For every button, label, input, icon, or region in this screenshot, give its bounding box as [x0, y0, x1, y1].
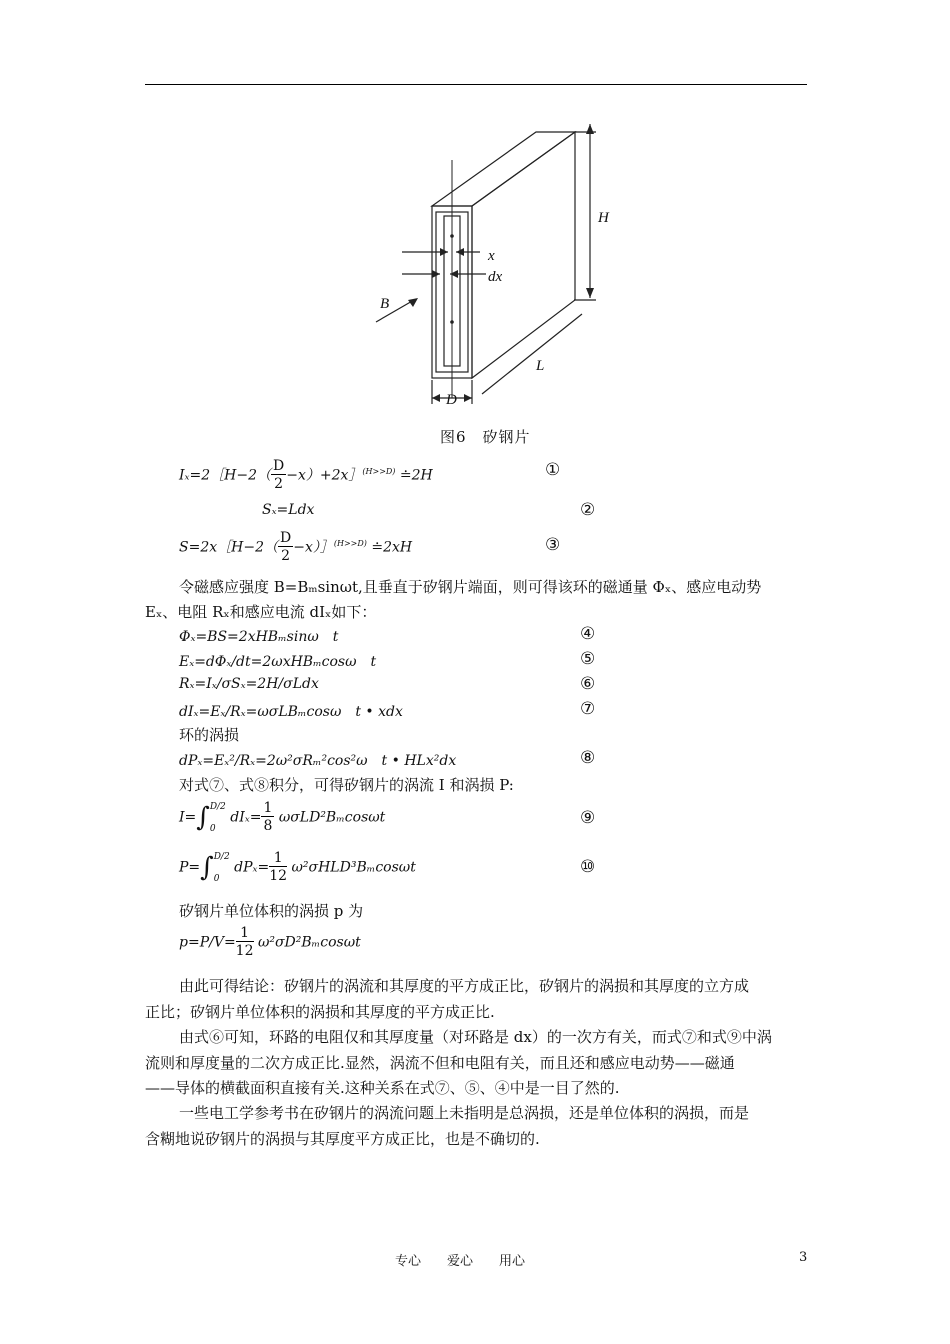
- eq-number-10: ⑩: [580, 857, 596, 877]
- header-rule: [145, 84, 807, 85]
- paragraph-2-line-3: ——导体的横截面积直接有关.这种关系在式⑦、⑤、④中是一目了然的.: [145, 1079, 620, 1097]
- equation-5: Eₓ=dΦₓ/dt=2ωxHBₘcosω t: [179, 654, 377, 670]
- conclusion-line-2: 正比；矽钢片单位体积的涡损和其厚度的平方成正比.: [145, 1003, 495, 1021]
- eq-number-9: ⑨: [580, 808, 596, 828]
- figure-drawing: [360, 118, 620, 414]
- eq-number-3: ③: [545, 535, 561, 555]
- paragraph-1-line-1: 令磁感应强度 B=Bₘsinωt,且垂直于矽钢片端面，则可得该环的磁通量 Φₓ、感应电动势: [179, 578, 762, 596]
- label-x: x: [488, 248, 495, 264]
- equation-11: p=P/V= $\frac{1}{12}$ ω²σD²Bₘcosωt: [179, 925, 361, 959]
- equation-3: S=2x［H−2（ $\frac{D}{2}$ −x）］$^{(H>>D)}$ ≐2xH: [179, 530, 413, 564]
- equation-4: Φₓ=BS=2xHBₘsinω t: [179, 629, 339, 645]
- paragraph-3-line-1: 一些电工学参考书在矽钢片的涡流问题上未指明是总涡损，还是单位体积的涡损，而是: [179, 1104, 750, 1122]
- l-dim-line: [482, 314, 582, 394]
- silicon-steel-figure: [360, 118, 620, 414]
- eq-number-8: ⑧: [580, 748, 596, 768]
- eq-number-1: ①: [545, 460, 561, 480]
- label-h: H: [598, 210, 609, 226]
- label-b: B: [380, 296, 390, 312]
- eq-number-5: ⑤: [580, 649, 596, 669]
- equation-10: P=∫ D/2 0 dPₓ= $\frac{1}{12}$ ω²σHLD³Bₘcosωt: [179, 850, 416, 884]
- integrate-line: 对式⑦、式⑧积分，可得矽钢片的涡流 I 和涡损 P:: [179, 776, 514, 794]
- unit-volume-line: 矽钢片单位体积的涡损 p 为: [179, 902, 364, 920]
- eq-number-7: ⑦: [580, 699, 596, 719]
- label-dx: dx: [488, 269, 503, 285]
- paragraph-1-line-2: Eₓ、电阻 Rₓ和感应电流 dIₓ如下：: [145, 603, 377, 621]
- label-l: L: [536, 358, 545, 374]
- paragraph-2-line-2: 流则和厚度量的二次方成正比.显然，涡流不但和电阻有关，而且还和感应电动势——磁通: [145, 1054, 735, 1072]
- equation-2: Sₓ=Ldx: [262, 502, 315, 518]
- page-number: 3: [799, 1250, 808, 1265]
- eq-number-2: ②: [580, 500, 596, 520]
- equation-1: Iₓ=2［H−2（ $\frac{D}{2}$ −x）+2x］$^{(H>>D)}$ ≐2H: [179, 458, 433, 492]
- equation-8: dPₓ=Eₓ²/Rₓ=2ω²σRₘ²cos²ω t • HLx²dx: [179, 753, 457, 769]
- equation-9: I=∫ D/2 0 dIₓ= $\frac{1}{8}$ ωσLD²Bₘcosωt: [179, 800, 386, 834]
- top-face: [432, 132, 575, 206]
- eq-number-4: ④: [580, 624, 596, 644]
- label-d: D: [446, 392, 457, 408]
- paragraph-3-line-2: 含糊地说矽钢片的涡损与其厚度平方成正比，也是不确切的.: [145, 1130, 540, 1148]
- conclusion-line-1: 由此可得结论：矽钢片的涡流和其厚度的平方成正比，矽钢片的涡损和其厚度的立方成: [179, 977, 750, 995]
- equation-7: dIₓ=Eₓ/Rₓ=ωσLBₘcosω t • xdx: [179, 704, 403, 720]
- paragraph-2-line-1: 由式⑥可知，环路的电阻仅和其厚度量（对环路是 dx）的一次方有关，而式⑦和式⑨中涡: [179, 1028, 772, 1046]
- loss-label: 环的涡损: [179, 726, 240, 744]
- footer-motto: 专心 爱心 用心: [395, 1254, 526, 1269]
- figure-caption: 图6 矽钢片: [440, 428, 531, 446]
- equation-6: Rₓ=Iₓ/σSₓ=2H/σLdx: [179, 676, 319, 692]
- eq-number-6: ⑥: [580, 674, 596, 694]
